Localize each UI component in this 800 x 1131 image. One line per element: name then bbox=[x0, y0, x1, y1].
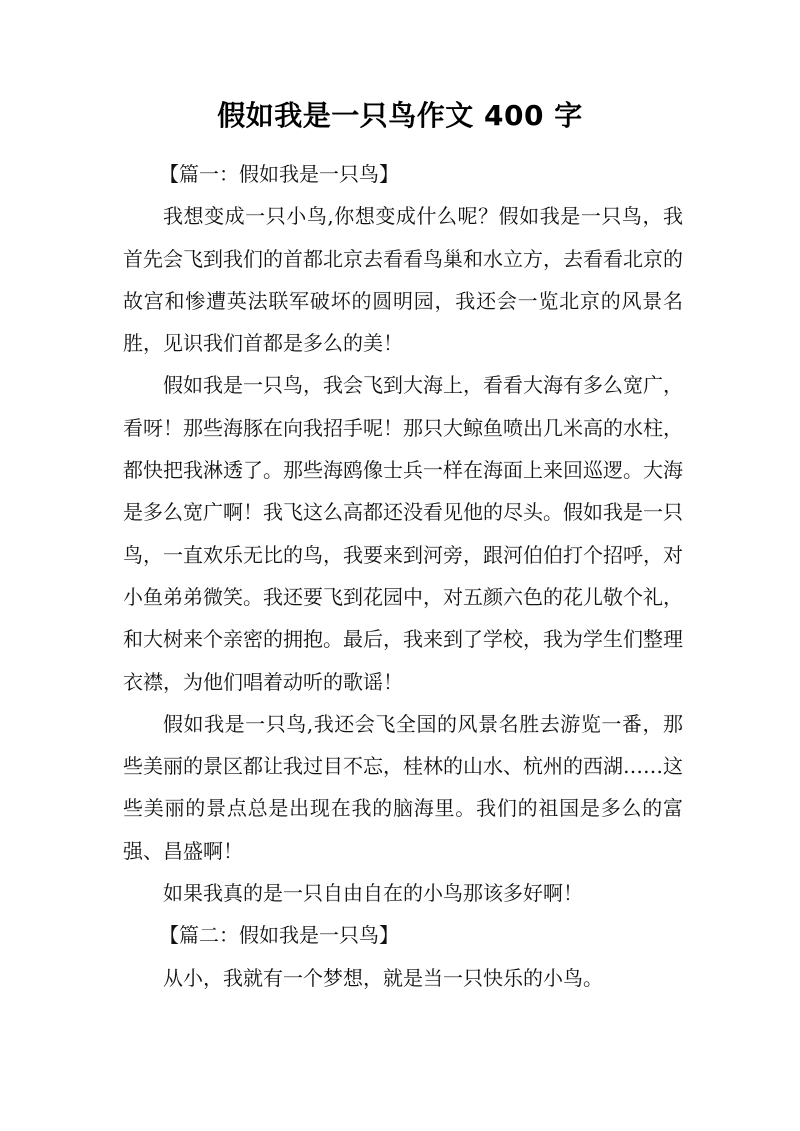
section-1-paragraph-1: 我想变成一只小鸟,你想变成什么呢？假如我是一只鸟，我首先会飞到我们的首都北京去看看鸟巢和水立方，去看看北京的故宫和惨遭英法联军破坏的圆明园，我还会一览北京的风景名胜，见识我们首都是多么的美！ bbox=[123, 204, 683, 356]
document-title: 假如我是一只鸟作文 400 字 bbox=[217, 99, 583, 132]
document-body bbox=[123, 153, 683, 999]
section-heading-1: 【篇一：假如我是一只鸟】 bbox=[159, 162, 399, 186]
section-1-paragraph-3: 假如我是一只鸟,我还会飞全国的风景名胜去游览一番，那些美丽的景区都让我过目不忘，桂林的山水、杭州的西湖……这些美丽的景点总是出现在我的脑海里。我们的祖国是多么的富强、昌盛啊！ bbox=[123, 711, 683, 863]
section-heading-2: 【篇二：假如我是一只鸟】 bbox=[159, 923, 399, 948]
section-2-paragraph-1: 从小，我就有一个梦想，就是当一只快乐的小鸟。 bbox=[163, 965, 603, 990]
section-1-paragraph-2: 假如我是一只鸟，我会飞到大海上，看看大海有多么宽广，看呀！那些海豚在向我招手呢！那只大鲸鱼喷出几米高的水柱，都快把我淋透了。那些海鸥像士兵一样在海面上来回巡逻。大海是多么宽广啊！我飞这么高都还没看见他的尽头。假如我是一只鸟，一直欢乐无比的鸟，我要来到河旁，跟河伯伯打个招呼，对小鱼弟弟微笑。我还要飞到花园中，对五颜六色的花儿敬个礼，和大树来个亲密的拥抱。最后，我来到了学校，我为学生们整理衣襟，为他们唱着动听的歌谣！ bbox=[123, 373, 683, 694]
section-1-paragraph-4: 如果我真的是一只自由自在的小鸟那该多好啊！ bbox=[163, 881, 583, 906]
